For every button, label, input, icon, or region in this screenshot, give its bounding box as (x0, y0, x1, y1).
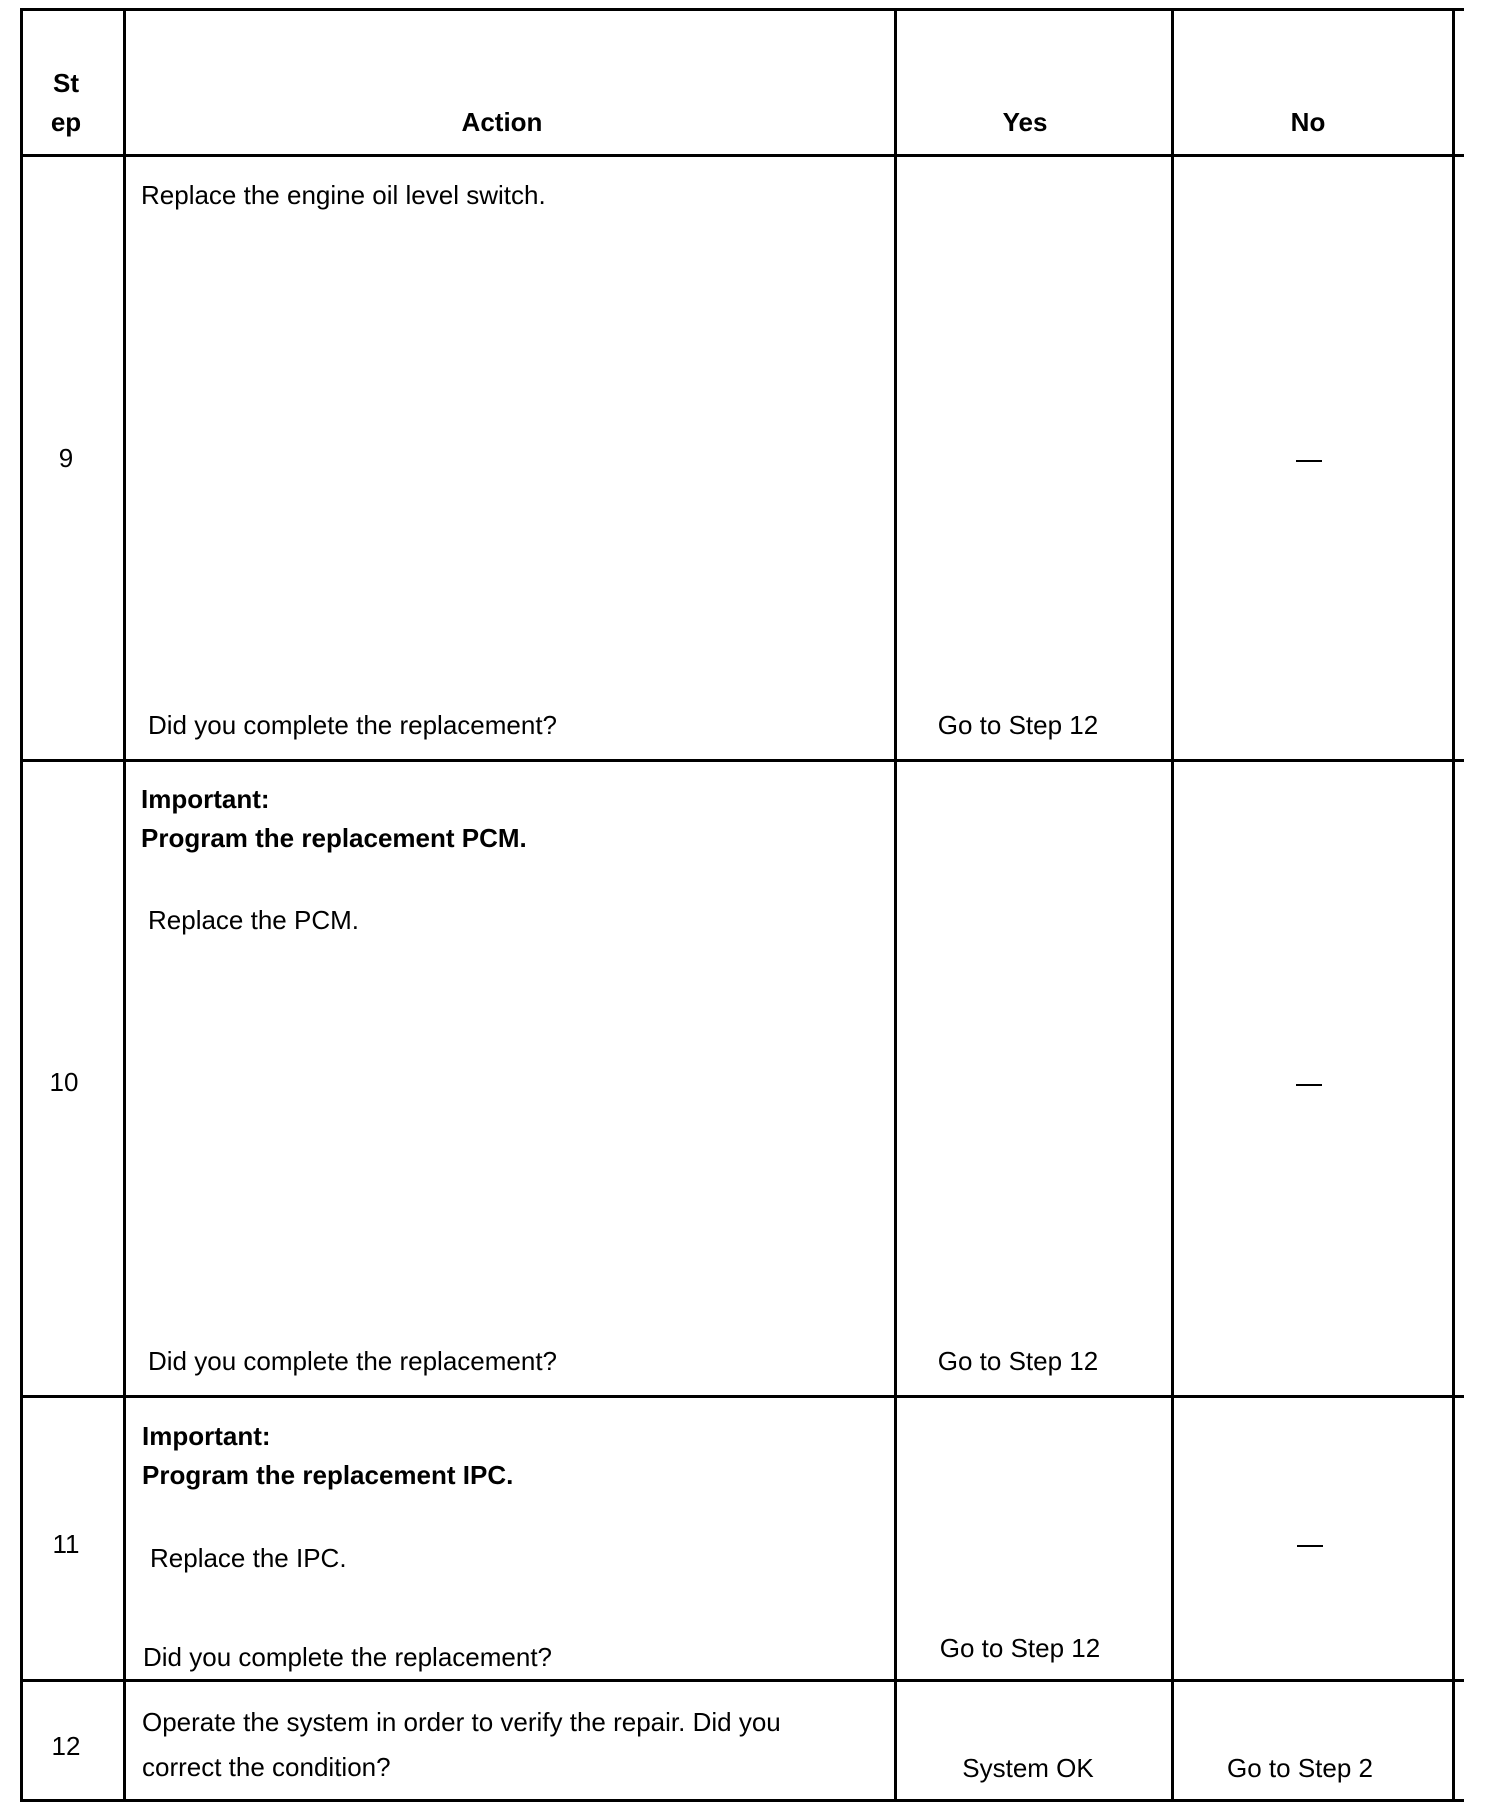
action-text-line2: correct the condition? (142, 1752, 391, 1782)
header-action: Action (461, 107, 543, 137)
yes-result: Go to Step 12 (937, 710, 1099, 740)
yes-result: Go to Step 12 (937, 1346, 1099, 1376)
header-divider (20, 154, 1464, 157)
row-divider (20, 1679, 1464, 1682)
header-step-line1: St (53, 68, 79, 98)
yes-result: Go to Step 12 (939, 1633, 1101, 1663)
header-yes: Yes (1002, 107, 1048, 137)
step-number: 12 (51, 1731, 81, 1761)
action-text: Replace the IPC. (150, 1543, 347, 1573)
action-text: Replace the engine oil level switch. (141, 180, 546, 210)
header-step-line2: ep (50, 107, 82, 137)
table-border-bottom (20, 1799, 1464, 1802)
action-question: Did you complete the replacement? (148, 1346, 558, 1376)
step-number: 9 (58, 443, 74, 473)
column-divider (894, 8, 897, 1802)
table-border-left (20, 8, 23, 1802)
action-question: Did you complete the replacement? (143, 1642, 553, 1672)
step-number: 11 (52, 1529, 80, 1559)
header-no: No (1290, 107, 1326, 137)
important-label: Important: (141, 784, 270, 814)
no-result-dash (1296, 460, 1322, 462)
important-label: Important: (142, 1421, 271, 1451)
action-text: Replace the PCM. (148, 905, 359, 935)
step-number: 10 (49, 1067, 79, 1097)
no-result: Go to Step 2 (1227, 1753, 1373, 1783)
action-text-line1: Operate the system in order to verify the repair. Did you (142, 1707, 781, 1737)
yes-result: System OK (962, 1753, 1094, 1783)
action-question: Did you complete the replacement? (148, 710, 558, 740)
row-divider (20, 759, 1464, 762)
table-border-top (20, 8, 1464, 11)
no-result-dash (1296, 1084, 1322, 1086)
important-text: Program the replacement PCM. (141, 823, 527, 853)
column-divider (1171, 8, 1174, 1802)
no-result-dash (1297, 1545, 1323, 1547)
table-border-right (1452, 8, 1455, 1802)
important-text: Program the replacement IPC. (142, 1460, 514, 1490)
column-divider (123, 8, 126, 1802)
row-divider (20, 1395, 1464, 1398)
